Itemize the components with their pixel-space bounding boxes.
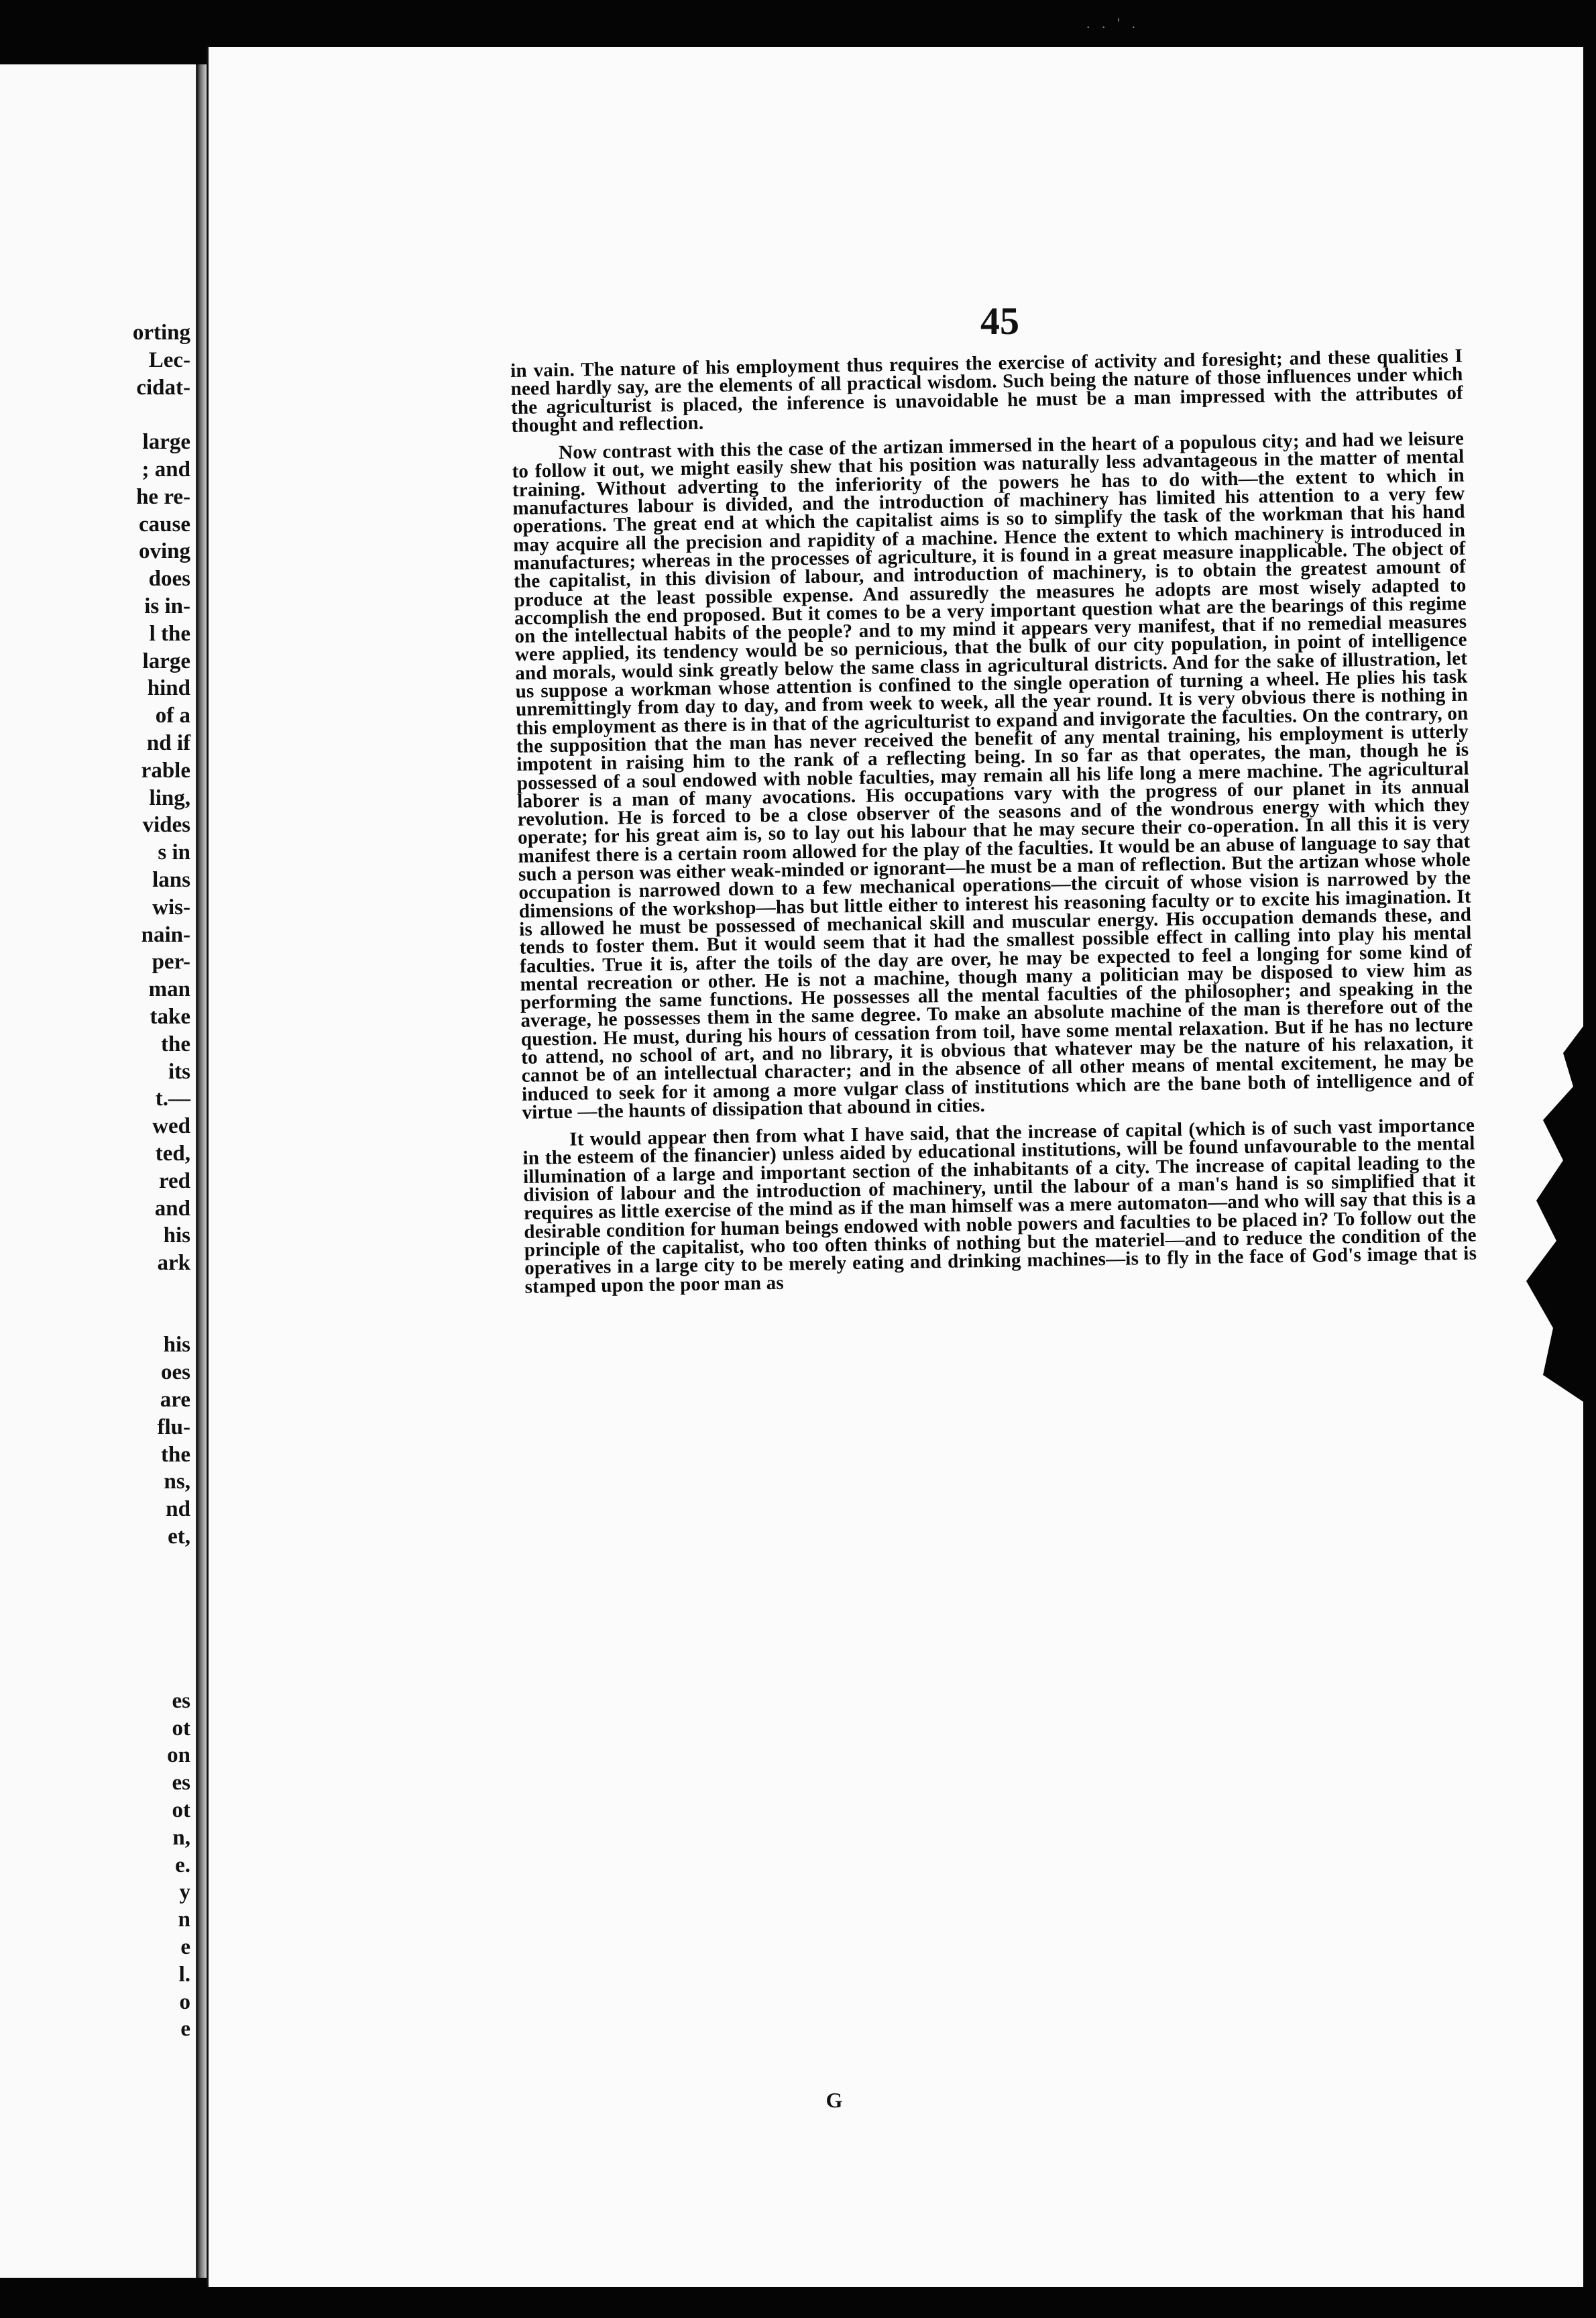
- facing-page-fragment: oving: [138, 539, 190, 564]
- facing-page-fragment: cause: [139, 512, 190, 537]
- facing-page-fragment: n: [178, 1908, 190, 1932]
- facing-page-fragment: man: [148, 977, 190, 1002]
- facing-page-fragment: e: [180, 2017, 190, 2042]
- facing-page-fragment: large: [142, 430, 190, 455]
- facing-page-fragment: vides: [142, 813, 190, 838]
- paragraph-2: Now contrast with this the case of the artizan immersed in the heart of a populous city; and had we leisure to follow it out, we might easily shew that his position was naturally less advantageous in the matter of mental training. Without adverting to the inferiority of the powers he has to do with—the extent to which in manufactures labour is divided, and the introduction of machinery has limited his attention to a very few operations. The great end at which the capitalist aims is so to simplify the task of the workman that his hand may acquire all the precision and rapidity of a machine. Hence the extent to which machinery is introduced in manufactures; whereas in the processes of agriculture, it is found in a great measure inapplicable. The object of the capitalist, in this division of labour, and introduction of machinery, is to obtain the greatest amount of produce at the least possible expense. And assuredly the measures he adopts are most wisely adapted to accomplish the end proposed. But it comes to be a very important question what are the bearings of this regime on the intellectual habits of the people? and to my mind it appears very manifest, that if no remedial measures were applied, its tendency would be so pernicious, that the bulk of our city population, in point of intelligence and morals, would sink greatly below the same class in agricultural districts. And for the sake of illustration, let us suppose a workman whose attention is confined to the single operation of turning a wheel. He plies his task unremittingly from day to day, and from week to week, all the year round. It is very obvious there is nothing in this employment as there is in that of the agriculturist to expand and invigorate the faculties. On the contrary, on the supposition that the man has never received the benefit of any mental training, his employment is utterly impotent in raising him to the rank of a reflecting being. In so far as that operates, the man, though he is possessed of a soul endowed with noble faculties, may remain all his life long a mere machine. The agricultural laborer is a man of many avocations. His occupations vary with the progress of our planet in its annual revolution. He is forced to be a close observer of the seasons and of the wondrous energy with which they operate; for his great aim is, so to lay out his labour that he may secure their co-operation. In all this it is very manifest there is a certain room allowed for the play of the faculties. It would be an abuse of language to say that such a person was either weak-minded or ignorant—he must be a man of reflection. But the artizan whose whole occupation is narrowed down to a few mechanical operations—the circuit of whose vision is narrowed by the dimensions of the workshop—has but little either to interest his reasoning faculty or to excite his imagination. It is allowed he must be possessed of mechanical skill and muscular energy. His occupation demands these, and tends to foster them. But it would seem that it had the smallest possible effect in calling into play his mental faculties. True it is, after the toils of the day are over, he may be expected to feel a longing for some kind of mental recreation or other. He is not a machine, though many a politician may be disposed to view him as performing the same functions. He possesses all the mental faculties of the philosopher; and speaking in the average, he possesses them in the same degree. To make an absolute machine of the man is therefore out of the question. He must, during his hours of cessation from toil, have some mental relaxation. But if he has no lecture to attend, no school of art, and no library, it is obvious that whatever may be the nature of his relaxation, it cannot be of an intellectual character; and in the absence of all other means of mental excitement, he may be induced to seek for it among a more vulgar class of institutions which are the bane both of intelligence and of virtue —the haunts of dissipation that abound in cities.: [512, 427, 1475, 1123]
- facing-page-fragment: [133, 1551, 190, 1578]
- facing-page-fragment: his: [163, 1333, 190, 1358]
- torn-edge: [1463, 1026, 1583, 1402]
- facing-page-fragment: nd: [166, 1497, 190, 1522]
- facing-page-fragment: take: [150, 1004, 190, 1029]
- facing-page-fragment: flu-: [157, 1415, 190, 1439]
- facing-page-fragment: et,: [168, 1525, 190, 1549]
- facing-page-fragment: s in: [158, 840, 190, 865]
- facing-page-fragment: nain-: [141, 922, 190, 947]
- facing-page-fragment: its: [168, 1059, 190, 1084]
- facing-page-fragment: t.—: [155, 1087, 190, 1111]
- facing-page-fragment: y: [179, 1880, 190, 1905]
- facing-page-fragment: [133, 1633, 190, 1660]
- facing-page-fragment: ling,: [149, 785, 190, 810]
- facing-page-fragment: [133, 1305, 190, 1332]
- facing-page-fragment: are: [160, 1388, 190, 1413]
- facing-page-fragment: o: [179, 1989, 190, 2014]
- facing-page-fragment: e.: [175, 1853, 190, 1877]
- facing-page-fragment: does: [148, 567, 190, 592]
- facing-page-fragment: red: [158, 1168, 190, 1193]
- facing-page-fragment: rable: [141, 758, 190, 783]
- book-gutter: [197, 64, 207, 2278]
- scan-specks: . . ' .: [1086, 15, 1139, 32]
- facing-page-left: [0, 64, 197, 2278]
- facing-page-fragment: ot: [172, 1798, 190, 1823]
- facing-page-fragment: n,: [172, 1825, 190, 1850]
- facing-page-fragment: orting: [132, 321, 190, 345]
- facing-page-fragment: [133, 1605, 190, 1633]
- facing-page-fragment: l.: [178, 1962, 190, 1987]
- facing-page-fragment: [133, 1578, 190, 1606]
- facing-page-fragment: hind: [147, 676, 190, 701]
- facing-page-fragment: the: [161, 1032, 190, 1056]
- body-text: [510, 347, 1477, 1296]
- facing-page-fragment: e: [180, 1935, 190, 1960]
- facing-page-fragment: ark: [157, 1251, 190, 1276]
- facing-page-fragment: and: [154, 1196, 190, 1221]
- facing-page-fragment: on: [167, 1743, 190, 1768]
- facing-page-fragment: Lec-: [148, 347, 190, 372]
- facing-page-text-fragments: [133, 319, 190, 2043]
- facing-page-fragment: ot: [172, 1716, 190, 1741]
- facing-page-fragment: large: [142, 649, 190, 673]
- facing-page-fragment: oes: [161, 1360, 190, 1385]
- signature-mark: G: [825, 2088, 843, 2112]
- facing-page-fragment: of a: [155, 704, 190, 728]
- facing-page-fragment: cidat-: [136, 375, 190, 400]
- facing-page-fragment: ted,: [155, 1141, 190, 1166]
- facing-page-fragment: l the: [149, 621, 190, 646]
- facing-page-fragment: es: [172, 1771, 190, 1796]
- facing-page-fragment: ns,: [164, 1470, 190, 1494]
- facing-page-fragment: [133, 1277, 190, 1305]
- facing-page-fragment: wed: [152, 1114, 190, 1139]
- facing-page-fragment: wis-: [152, 895, 190, 920]
- facing-page-fragment: [133, 401, 190, 429]
- facing-page-fragment: es: [172, 1688, 190, 1713]
- page-right: [207, 47, 1583, 2287]
- page-number: 45: [980, 299, 1019, 343]
- facing-page-fragment: is in-: [144, 594, 190, 618]
- facing-page-fragment: ; and: [141, 457, 190, 482]
- facing-page-fragment: the: [161, 1442, 190, 1467]
- facing-page-fragment: lans: [152, 867, 190, 892]
- paragraph-1: in vain. The nature of his employment thus requires the exercise of activity and foresight; and these qualities I need hardly say, are the elements of all practical wisdom. Such being the nature of those influences under which the agriculturist is placed, the inference is unavoidable he must be a man impressed with the attributes of thought and reflection.: [510, 345, 1464, 437]
- facing-page-fragment: [133, 1660, 190, 1688]
- facing-page-fragment: per-: [152, 950, 190, 975]
- paragraph-3: It would appear then from what I have said, that the increase of capital (which is of such vast importance in the esteem of the financier) unless aided by educational institutions, will be found unfavourable to the mental illumination of a large and important section of the inhabitants of a city. The increase of capital leading to the division of labour and the introduction of machinery, until the labour of a man's hand is so simplified that it requires as little exercise of the mind as if the man himself was a mere automaton—and who will say that this is a desirable condition for human beings endowed with noble powers and faculties to be placed in? To follow out the principle of the capitalist, who too often thinks of nothing but the materiel—and to reduce the condition of the operatives in a large city to be merely eating and drinking machines—is to fly in the face of God's image that is stamped upon the poor man as: [522, 1114, 1477, 1298]
- facing-page-fragment: nd if: [146, 730, 190, 755]
- facing-page-fragment: his: [163, 1223, 190, 1248]
- facing-page-fragment: he re-: [136, 484, 190, 509]
